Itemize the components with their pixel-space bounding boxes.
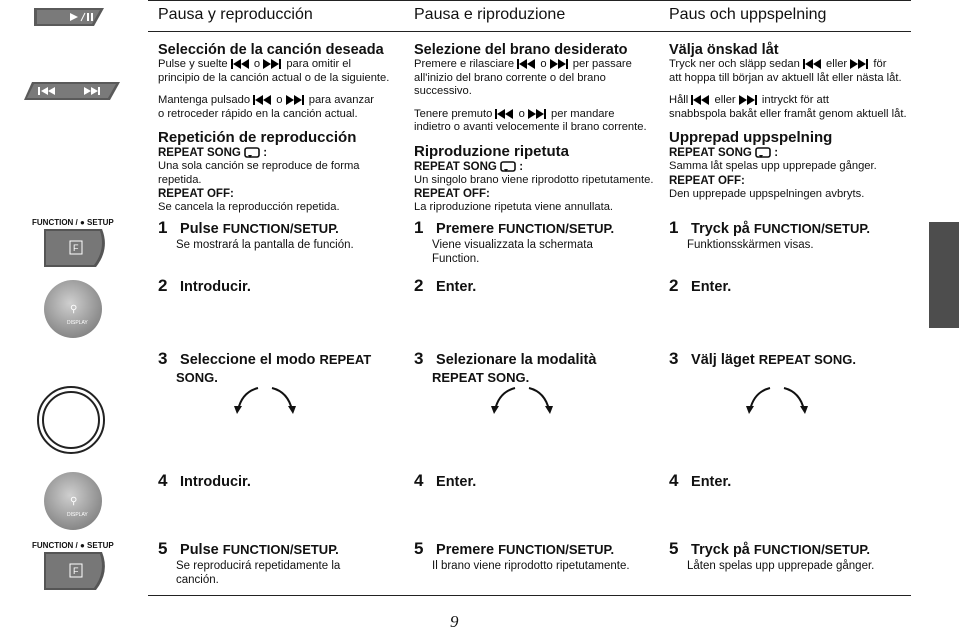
rotate-arrows-sv (742, 384, 812, 419)
step2-es: 2 Introducir. (158, 276, 251, 295)
svg-text:F: F (73, 566, 79, 576)
next-track-icon (739, 95, 759, 105)
search-icon: ⚲ (70, 304, 78, 315)
step3-sv: 3 Välj läget REPEAT SONG. (669, 349, 857, 368)
step5-sv: 5 Tryck på FUNCTION/SETUP. Låten spelas upp upprepade gånger. (669, 539, 875, 572)
search-icon: ⚲ (70, 496, 78, 507)
prev-track-icon (691, 95, 711, 105)
header-es: Pausa y reproducción (158, 6, 313, 23)
svg-text:F: F (73, 243, 79, 253)
hold-desc: Tenere premuto o per mandare indietro o avanti velocemente il brano corrente. (414, 107, 647, 133)
step2-sv: 2 Enter. (669, 276, 732, 295)
rotate-arrows-icon (487, 384, 557, 414)
play-pause-icon (34, 8, 104, 26)
repeat-icon (244, 147, 260, 158)
repeat-song-desc: Un singolo brano viene riprodotto ripetutamente. (414, 173, 654, 186)
step2-it: 2 Enter. (414, 276, 477, 295)
repeat-off-desc: Den upprepade uppspelningen avbryts. (669, 187, 865, 200)
prev-track-icon (253, 95, 273, 105)
hold-desc: Mantenga pulsado o para avanzar o retroceder rápido en la canción actual. (158, 94, 375, 120)
skip-prev-next-icon (24, 82, 120, 100)
function-key-icon (44, 229, 110, 267)
repeat-off-label: REPEAT OFF: (669, 174, 745, 187)
next-track-icon (550, 59, 570, 69)
play-pause-button[interactable] (34, 8, 104, 26)
select-song-desc: Tryck ner och släpp sedan eller för att hoppa till början av aktuell låt eller nästa låt. (669, 58, 902, 84)
prev-track-icon (231, 59, 251, 69)
knob-label: DISPLAY (67, 512, 88, 518)
repeat-title: Upprepad uppspelning (669, 129, 833, 146)
header-rule (148, 31, 911, 32)
next-track-icon (286, 95, 306, 105)
repeat-title: Repetición de reproducción (158, 129, 357, 146)
function-setup-button-2[interactable] (44, 552, 110, 590)
select-song-title: Välja önskad låt (669, 42, 779, 58)
knob-ring-icon (36, 385, 106, 455)
repeat-off-desc: La riproduzione ripetuta viene annullata. (414, 201, 614, 213)
column-sv (669, 42, 909, 201)
repeat-song-desc: Una sola canción se reproduce de forma repetida. (158, 160, 360, 186)
top-rule (148, 0, 911, 1)
next-track-icon (263, 59, 283, 69)
step1-sv: 1 Tryck på FUNCTION/SETUP. Funktionsskärmen visas. (669, 218, 870, 251)
function-key-icon (44, 552, 110, 590)
repeat-song-label: REPEAT SONG : (669, 147, 779, 159)
select-song-desc: Pulse y suelte o para omitir el principio de la canción actual o de la siguiente. (158, 58, 390, 84)
select-song-title: Selección de la canción deseada (158, 42, 384, 58)
step5-es: 5 Pulse FUNCTION/SETUP. Se reproducirá repetidamente la canción. (158, 539, 341, 586)
repeat-off-label: REPEAT OFF: (158, 188, 234, 200)
skip-buttons[interactable] (24, 82, 120, 100)
rotate-arrows-it (487, 384, 557, 419)
step1-es: 1 Pulse FUNCTION/SETUP. Se mostrará la pantalla de función. (158, 218, 354, 251)
step1-it: 1 Premere FUNCTION/SETUP. Viene visualizzata la schermata Function. (414, 218, 615, 265)
step3-it: 3 Selezionare la modalità REPEAT SONG. (414, 349, 597, 385)
step5-it: 5 Premere FUNCTION/SETUP. Il brano viene riprodotto ripetutamente. (414, 539, 630, 572)
next-track-icon (850, 59, 870, 69)
rotary-knob-press[interactable] (44, 280, 102, 338)
column-es (158, 42, 398, 215)
repeat-song-label: REPEAT SONG : (414, 160, 524, 173)
page-number: 9 (450, 612, 459, 631)
header-sv: Paus och uppspelning (669, 6, 827, 23)
function-setup-label: FUNCTION / ● SETUP (32, 218, 114, 227)
column-it (414, 42, 654, 215)
repeat-off-desc: Se cancela la reproducción repetida. (158, 201, 340, 213)
repeat-song-label: REPEAT SONG : (158, 147, 268, 159)
rotate-arrows-icon (230, 384, 300, 414)
step4-es: 4 Introducir. (158, 471, 251, 490)
bottom-rule (148, 595, 911, 596)
rotate-arrows-es (230, 384, 300, 419)
rotary-knob-press-2[interactable] (44, 472, 102, 530)
function-setup-button[interactable] (44, 229, 110, 267)
knob-label: DISPLAY (67, 320, 88, 326)
prev-track-icon (803, 59, 823, 69)
step4-sv: 4 Enter. (669, 471, 732, 490)
hold-desc: Håll eller intryckt för att snabbspola bakåt eller framåt genom aktuell låt. (669, 94, 907, 120)
select-song-title: Selezione del brano desiderato (414, 42, 628, 58)
select-song-desc: Premere e rilasciare o per passare all'inizio del brano corrente o del brano successivo. (414, 58, 632, 97)
prev-track-icon (495, 109, 515, 119)
repeat-off-label: REPEAT OFF: (414, 188, 490, 200)
repeat-title: Riproduzione ripetuta (414, 142, 569, 160)
section-tab (929, 222, 959, 328)
next-track-icon (528, 109, 548, 119)
repeat-song-desc: Samma låt spelas upp upprepade gånger. (669, 160, 877, 172)
step4-it: 4 Enter. (414, 471, 477, 490)
repeat-icon (755, 147, 771, 158)
prev-track-icon (517, 59, 537, 69)
header-it: Pausa e riproduzione (414, 6, 566, 23)
step3-es: 3 Seleccione el modo REPEAT SONG. (158, 349, 372, 385)
function-setup-label-2: FUNCTION / ● SETUP (32, 541, 114, 550)
repeat-icon (500, 161, 516, 172)
rotate-arrows-icon (742, 384, 812, 414)
rotary-knob-rotate[interactable] (36, 385, 106, 455)
